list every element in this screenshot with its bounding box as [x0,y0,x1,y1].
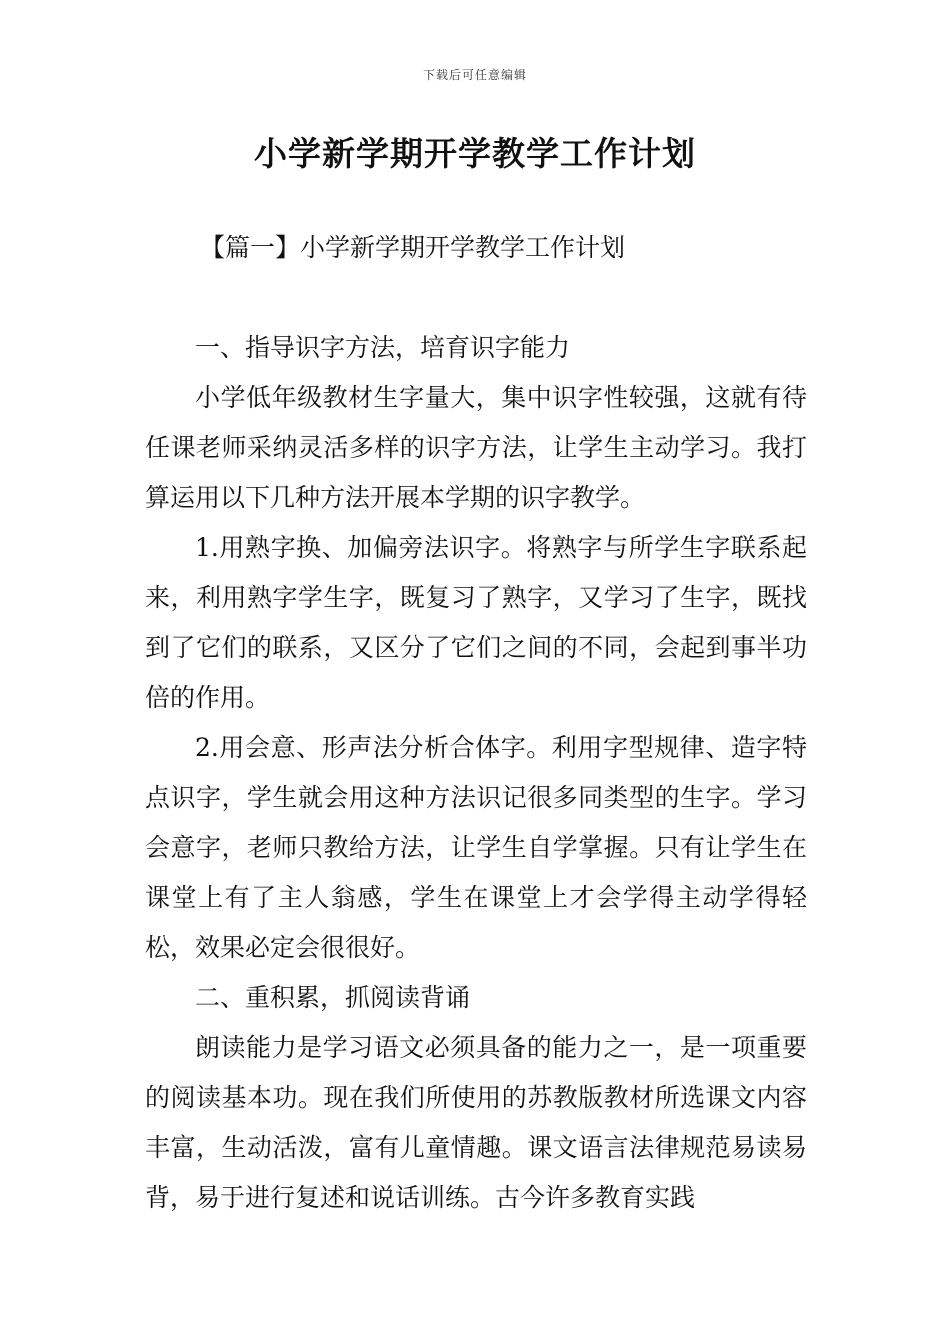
body-paragraph: 朗读能力是学习语文必须具备的能力之一，是一项重要的阅读基本功。现在我们所使用的苏教版教材所选课文内容丰富，生动活泼，富有儿童情趣。课文语言法律规范易读易背，易于进行复述和说话训练。古今许多教育实践 [145,1033,807,1212]
heading-paragraph: 二、重积累，抓阅读背诵 [195,983,471,1012]
document-body [145,323,807,1223]
body-paragraph: 1.用熟字换、加偏旁法识字。将熟字与所学生字联系起来，利用熟字学生字，既复习了熟字，又学习了生字，既找到了它们的联系，又区分了它们之间的不同，会起到事半功倍的作用。 [145,533,807,712]
section-subtitle: 【篇一】小学新学期开学教学工作计划 [200,233,626,262]
document-title: 小学新学期开学教学工作计划 [254,134,696,173]
heading-paragraph: 一、指导识字方法，培育识字能力 [195,333,571,362]
header-note: 下载后可任意编辑 [422,68,527,82]
body-paragraph: 2.用会意、形声法分析合体字。利用字型规律、造字特点识字，学生就会用这种方法识记很多同类型的生字。学习会意字，老师只教给方法，让学生自学掌握。只有让学生在课堂上有了主人翁感，学生在课堂上才会学得主动学得轻松，效果必定会很很好。 [145,733,807,962]
body-paragraph: 小学低年级教材生字量大，集中识字性较强，这就有待任课老师采纳灵活多样的识字方法，让学生主动学习。我打算运用以下几种方法开展本学期的识字教学。 [145,383,807,512]
